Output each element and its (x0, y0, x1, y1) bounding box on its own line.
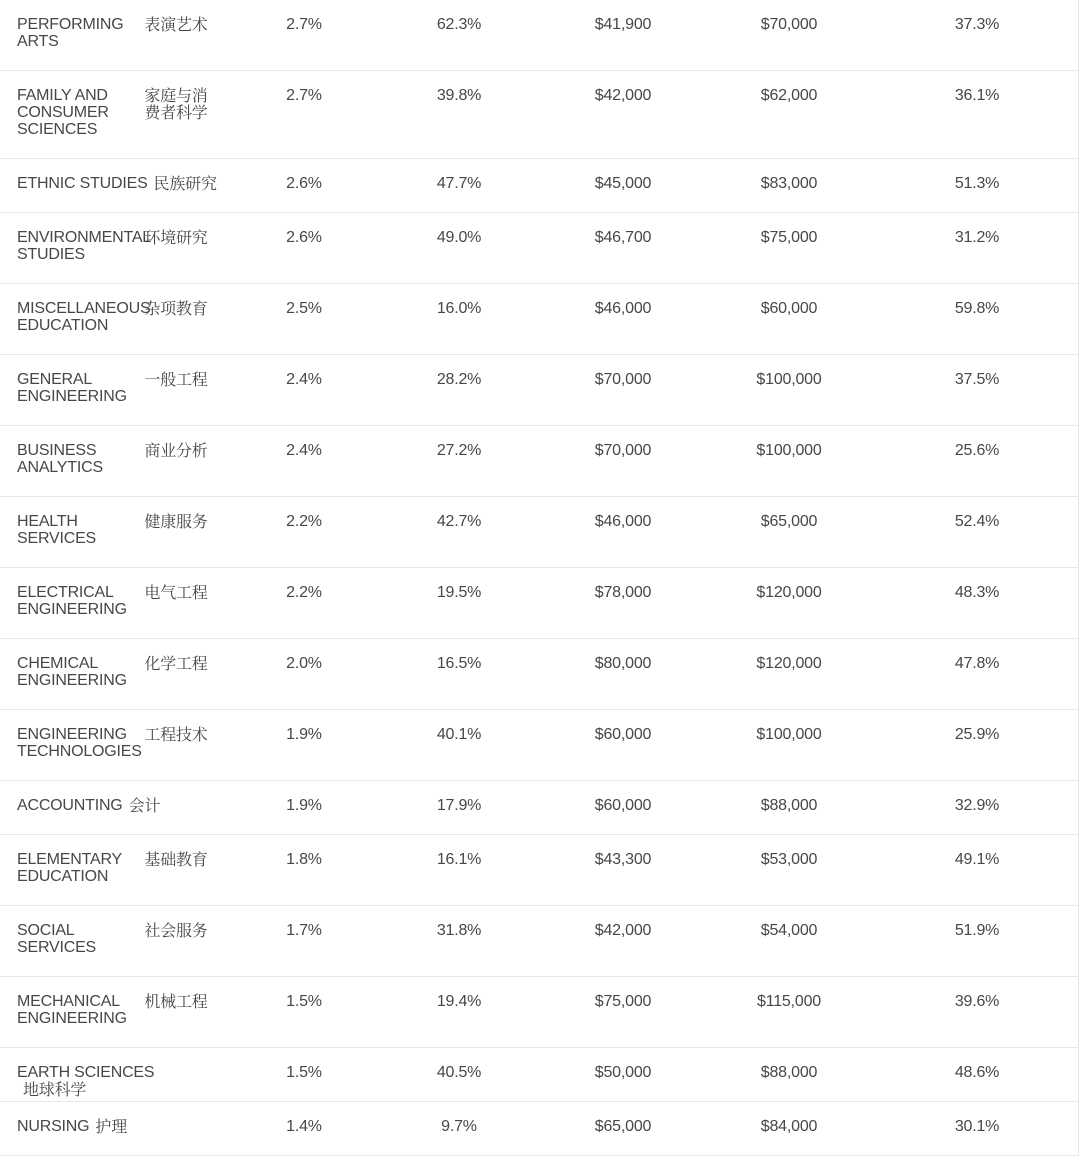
cell-col-2: 16.1% (436, 851, 482, 868)
cell-col-1: 1.9% (286, 797, 322, 814)
major-name-chinese: 家庭与消费者科学 (144, 86, 208, 122)
cell-col-4: $120,000 (756, 584, 822, 601)
major-name-chinese: 商业分析 (144, 441, 208, 460)
cell-col-5: 36.1% (954, 87, 1000, 104)
cell-col-1: 2.7% (286, 87, 322, 104)
cell-col-2: 40.1% (436, 726, 482, 743)
table-row (0, 906, 1078, 977)
cell-col-3: $70,000 (594, 442, 652, 459)
major-name-english: ACCOUNTING (17, 797, 123, 814)
cell-col-1: 2.7% (286, 16, 322, 33)
cell-col-5: 37.3% (954, 16, 1000, 33)
cell-col-3: $78,000 (594, 584, 652, 601)
major-name (17, 655, 217, 689)
cell-col-3: $45,000 (594, 175, 652, 192)
major-name-english: GENERAL ENGINEERING (17, 371, 127, 405)
table-row (0, 639, 1078, 710)
major-name-english: ETHNIC STUDIES (17, 175, 148, 192)
table-row (0, 213, 1078, 284)
major-name-english: EARTH SCIENCES (17, 1064, 155, 1081)
major-name-english: HEALTH SERVICES (17, 513, 97, 547)
major-name-english: FAMILY AND CONSUMER SCIENCES (17, 87, 109, 138)
cell-col-4: $60,000 (760, 300, 818, 317)
cell-col-2: 49.0% (436, 229, 482, 246)
major-name (17, 16, 217, 50)
table-row (0, 0, 1078, 71)
cell-col-5: 51.3% (954, 175, 1000, 192)
cell-col-5: 25.6% (954, 442, 1000, 459)
major-name-english: ENVIRONMENTAL STUDIES (17, 229, 152, 263)
cell-col-3: $43,300 (594, 851, 652, 868)
cell-col-1: 1.4% (286, 1118, 322, 1135)
cell-col-2: 16.0% (436, 300, 482, 317)
major-name-chinese: 工程技术 (144, 725, 208, 744)
major-name (17, 993, 217, 1027)
major-name (17, 442, 217, 476)
cell-col-5: 32.9% (954, 797, 1000, 814)
table-row (0, 159, 1078, 213)
major-name (17, 513, 217, 547)
cell-col-1: 2.5% (286, 300, 322, 317)
cell-col-5: 39.6% (954, 993, 1000, 1010)
cell-col-2: 19.5% (436, 584, 482, 601)
cell-col-1: 2.4% (286, 442, 322, 459)
cell-col-3: $50,000 (594, 1064, 652, 1081)
cell-col-4: $88,000 (760, 1064, 818, 1081)
major-name (17, 922, 217, 956)
major-name-english: ENGINEERING TECHNOLOGIES (17, 726, 142, 760)
cell-col-2: 27.2% (436, 442, 482, 459)
cell-col-5: 30.1% (954, 1118, 1000, 1135)
major-name-chinese: 表演艺术 (144, 15, 208, 34)
major-name (17, 175, 217, 192)
cell-col-2: 17.9% (436, 797, 482, 814)
cell-col-5: 31.2% (954, 229, 1000, 246)
major-name (17, 300, 217, 334)
cell-col-3: $75,000 (594, 993, 652, 1010)
major-name-english: MECHANICAL ENGINEERING (17, 993, 127, 1027)
table-row (0, 568, 1078, 639)
table-row (0, 1102, 1078, 1156)
major-name (17, 726, 217, 760)
cell-col-3: $80,000 (594, 655, 652, 672)
cell-col-1: 1.5% (286, 1064, 322, 1081)
cell-col-2: 40.5% (436, 1064, 482, 1081)
major-name-english: MISCELLANEOUS EDUCATION (17, 300, 151, 334)
table-row (0, 284, 1078, 355)
major-name-chinese: 化学工程 (144, 654, 208, 673)
cell-col-4: $62,000 (760, 87, 818, 104)
table-row (0, 355, 1078, 426)
cell-col-3: $46,000 (594, 300, 652, 317)
cell-col-5: 59.8% (954, 300, 1000, 317)
cell-col-1: 2.2% (286, 513, 322, 530)
cell-col-4: $54,000 (760, 922, 818, 939)
cell-col-2: 62.3% (436, 16, 482, 33)
cell-col-5: 25.9% (954, 726, 1000, 743)
major-name (17, 1118, 217, 1135)
cell-col-3: $41,900 (594, 16, 652, 33)
cell-col-5: 37.5% (954, 371, 1000, 388)
major-name-english: CHEMICAL ENGINEERING (17, 655, 127, 689)
cell-col-4: $100,000 (756, 371, 822, 388)
major-name-chinese: 一般工程 (144, 370, 208, 389)
cell-col-5: 51.9% (954, 922, 1000, 939)
cell-col-2: 9.7% (441, 1118, 477, 1135)
cell-col-1: 2.6% (286, 175, 322, 192)
major-name (17, 371, 217, 405)
major-name (17, 229, 217, 263)
cell-col-3: $42,000 (594, 922, 652, 939)
cell-col-4: $100,000 (756, 726, 822, 743)
cell-col-4: $83,000 (760, 175, 818, 192)
cell-col-3: $70,000 (594, 371, 652, 388)
major-name-english: ELECTRICAL ENGINEERING (17, 584, 127, 618)
major-name (17, 851, 217, 885)
cell-col-4: $65,000 (760, 513, 818, 530)
major-name-english: BUSINESS ANALYTICS (17, 442, 103, 476)
cell-col-5: 48.3% (954, 584, 1000, 601)
cell-col-4: $53,000 (760, 851, 818, 868)
cell-col-3: $60,000 (594, 797, 652, 814)
cell-col-1: 1.9% (286, 726, 322, 743)
cell-col-4: $75,000 (760, 229, 818, 246)
major-name-chinese: 机械工程 (144, 992, 208, 1011)
cell-col-2: 31.8% (436, 922, 482, 939)
cell-col-1: 2.4% (286, 371, 322, 388)
table-row (0, 710, 1078, 781)
major-name-chinese: 电气工程 (144, 583, 208, 602)
major-name-english: SOCIAL SERVICES (17, 922, 97, 956)
cell-col-5: 49.1% (954, 851, 1000, 868)
major-name (17, 1064, 217, 1098)
major-name (17, 584, 217, 618)
major-name (17, 797, 217, 814)
cell-col-3: $60,000 (594, 726, 652, 743)
cell-col-3: $46,700 (594, 229, 652, 246)
cell-col-5: 47.8% (954, 655, 1000, 672)
major-name-chinese: 健康服务 (144, 512, 208, 531)
table-row (0, 781, 1078, 835)
cell-col-2: 39.8% (436, 87, 482, 104)
cell-col-1: 2.0% (286, 655, 322, 672)
cell-col-3: $65,000 (594, 1118, 652, 1135)
major-name-chinese: 基础教育 (144, 850, 208, 869)
cell-col-1: 1.5% (286, 993, 322, 1010)
major-name-chinese: 民族研究 (153, 174, 217, 193)
cell-col-4: $120,000 (756, 655, 822, 672)
cell-col-2: 47.7% (436, 175, 482, 192)
major-name-chinese: 杂项教育 (144, 299, 208, 318)
major-name-chinese: 地球科学 (23, 1080, 87, 1099)
cell-col-1: 1.7% (286, 922, 322, 939)
table-row (0, 71, 1078, 159)
cell-col-3: $42,000 (594, 87, 652, 104)
major-name (17, 87, 217, 138)
cell-col-1: 1.8% (286, 851, 322, 868)
major-name-english: ELEMENTARY EDUCATION (17, 851, 122, 885)
cell-col-5: 48.6% (954, 1064, 1000, 1081)
cell-col-4: $70,000 (760, 16, 818, 33)
major-name-chinese: 护理 (95, 1117, 127, 1136)
table-row (0, 1048, 1078, 1102)
cell-col-1: 2.6% (286, 229, 322, 246)
major-name-chinese: 环境研究 (144, 228, 208, 247)
major-name-english: NURSING (17, 1118, 90, 1135)
major-name-chinese: 社会服务 (144, 921, 208, 940)
table-row (0, 835, 1078, 906)
major-name-chinese: 会计 (128, 796, 161, 815)
table-row (0, 497, 1078, 568)
cell-col-4: $88,000 (760, 797, 818, 814)
cell-col-5: 52.4% (954, 513, 1000, 530)
table-row (0, 426, 1078, 497)
cell-col-2: 16.5% (436, 655, 482, 672)
cell-col-3: $46,000 (594, 513, 652, 530)
cell-col-2: 28.2% (436, 371, 482, 388)
cell-col-4: $115,000 (757, 993, 821, 1010)
major-name-english: PERFORMING ARTS (17, 16, 124, 50)
cell-col-1: 2.2% (286, 584, 322, 601)
cell-col-4: $100,000 (756, 442, 822, 459)
cell-col-2: 42.7% (436, 513, 482, 530)
cell-col-2: 19.4% (436, 993, 482, 1010)
cell-col-4: $84,000 (760, 1118, 818, 1135)
table-row (0, 977, 1078, 1048)
